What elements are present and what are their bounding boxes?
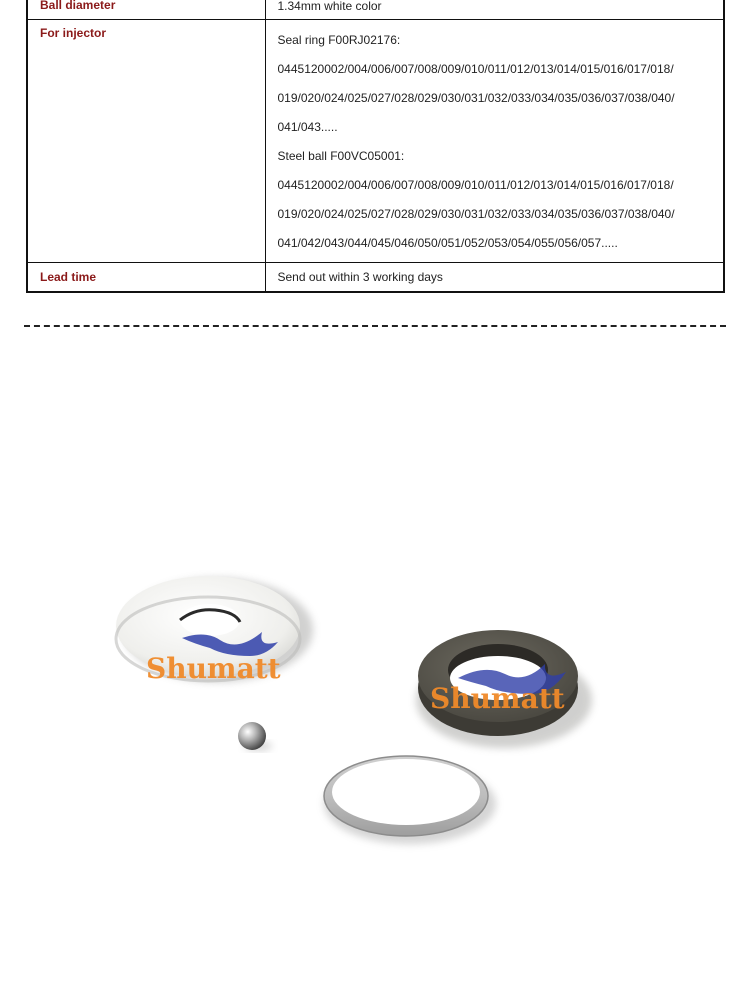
watermark-left: Shumatt xyxy=(146,652,281,685)
lead-time-label: Lead time xyxy=(27,263,265,293)
injector-line: Seal ring F00RJ02176: xyxy=(277,33,401,47)
dashed-divider xyxy=(24,325,726,327)
product-photo xyxy=(0,560,750,860)
injector-line: 0445120002/004/006/007/008/009/010/011/012/013/014/015/016/017/018/ xyxy=(277,62,674,76)
injector-line: 041/042/043/044/045/046/050/051/052/053/054/055/056/057..... xyxy=(277,236,618,250)
thin-metal-ring xyxy=(324,756,496,844)
injector-line: 019/020/024/025/027/028/029/030/031/032/033/034/035/036/037/038/040/ xyxy=(277,207,675,221)
table-row-for-injector xyxy=(27,20,724,263)
table-row-ball-diameter xyxy=(27,0,724,20)
spec-table xyxy=(26,0,725,293)
ball-diameter-value: 1.34mm white color xyxy=(265,0,724,20)
injector-line: 0445120002/004/006/007/008/009/010/011/012/013/014/015/016/017/018/ xyxy=(277,178,674,192)
for-injector-label: For injector xyxy=(27,20,265,263)
lead-time-value: Send out within 3 working days xyxy=(265,263,724,293)
steel-ball xyxy=(238,722,272,751)
watermark-right: Shumatt xyxy=(430,682,565,715)
injector-line: Steel ball F00VC05001: xyxy=(277,149,405,163)
ball-diameter-label: Ball diameter xyxy=(27,0,265,20)
injector-line: 041/043..... xyxy=(277,120,338,134)
table-row-lead-time xyxy=(27,263,724,293)
injector-line: 019/020/024/025/027/028/029/030/031/032/033/034/035/036/037/038/040/ xyxy=(277,91,675,105)
for-injector-value xyxy=(265,20,724,263)
